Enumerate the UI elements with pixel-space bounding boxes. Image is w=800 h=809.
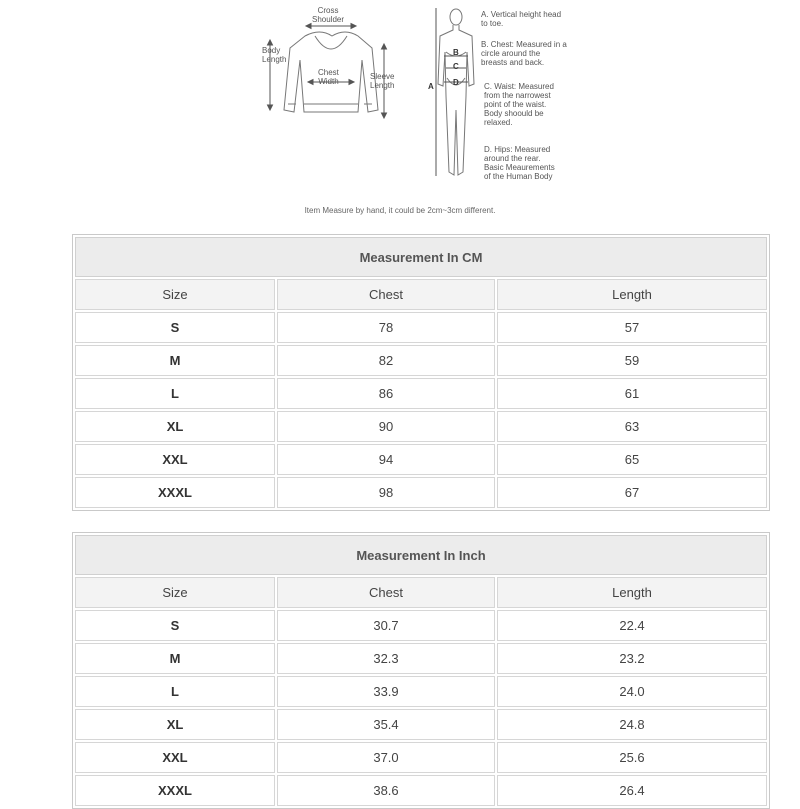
legend-item-b: B. Chest: Measured in a circle around the breasts and back. [481,40,567,67]
size-cell: L [75,676,275,707]
length-cell: 24.0 [497,676,767,707]
legend-item-c: C. Waist: Measured from the narrowest point of the waist. Body shoould be relaxed. [484,82,554,127]
chest-cell: 94 [277,444,495,475]
sleeve-length-label: Sleeve Length [370,72,395,90]
length-cell: 22.4 [497,610,767,641]
chest-cell: 82 [277,345,495,376]
length-cell: 63 [497,411,767,442]
length-cell: 25.6 [497,742,767,773]
figure-letter-d: D [453,78,459,87]
length-cell: 24.8 [497,709,767,740]
measurement-note: Item Measure by hand, it could be 2cm~3cm different. [304,206,496,215]
length-cell: 23.2 [497,643,767,674]
table-row [75,345,767,376]
length-cell: 57 [497,312,767,343]
size-cell: S [75,610,275,641]
size-cell: XL [75,411,275,442]
chest-cell: 78 [277,312,495,343]
table-row [75,477,767,508]
chest-cell: 38.6 [277,775,495,806]
chest-cell: 90 [277,411,495,442]
table-row [75,742,767,773]
size-cell: XXL [75,444,275,475]
chest-width-label: Chest Width [318,68,339,86]
size-cell: L [75,378,275,409]
size-cell: S [75,312,275,343]
header-size: Size [75,577,275,608]
table-row [75,643,767,674]
chest-cell: 37.0 [277,742,495,773]
chest-cell: 30.7 [277,610,495,641]
table-title: Measurement In Inch [75,535,767,575]
header-chest: Chest [277,577,495,608]
chest-cell: 86 [277,378,495,409]
legend-item-d: D. Hips: Measured around the rear. Basic Meaurements of the Human Body [484,145,555,181]
table-title: Measurement In CM [75,237,767,277]
header-chest: Chest [277,279,495,310]
measurement-diagram [0,0,800,230]
sweater-illustration [0,0,800,200]
figure-letter-c: C [453,62,459,71]
length-cell: 61 [497,378,767,409]
size-cell: XXXL [75,775,275,806]
size-cell: XXL [75,742,275,773]
figure-letter-a: A [428,82,434,91]
table-row [75,676,767,707]
size-table-inch [72,532,770,809]
size-cell: XL [75,709,275,740]
chest-cell: 32.3 [277,643,495,674]
body-length-label: Body Length [262,46,287,64]
length-cell: 67 [497,477,767,508]
table-row [75,378,767,409]
length-cell: 59 [497,345,767,376]
length-cell: 65 [497,444,767,475]
header-length: Length [497,577,767,608]
size-table-cm [72,234,770,511]
length-cell: 26.4 [497,775,767,806]
table-row [75,709,767,740]
chest-cell: 98 [277,477,495,508]
table-row [75,312,767,343]
size-cell: XXXL [75,477,275,508]
header-length: Length [497,279,767,310]
header-size: Size [75,279,275,310]
chest-cell: 33.9 [277,676,495,707]
table-row [75,610,767,641]
size-cell: M [75,643,275,674]
table-row [75,775,767,806]
figure-letter-b: B [453,48,459,57]
legend-item-a: A. Vertical height head to toe. [481,10,562,28]
size-cell: M [75,345,275,376]
chest-cell: 35.4 [277,709,495,740]
table-row [75,411,767,442]
cross-shoulder-label: Cross Shoulder [312,6,345,24]
table-row [75,444,767,475]
